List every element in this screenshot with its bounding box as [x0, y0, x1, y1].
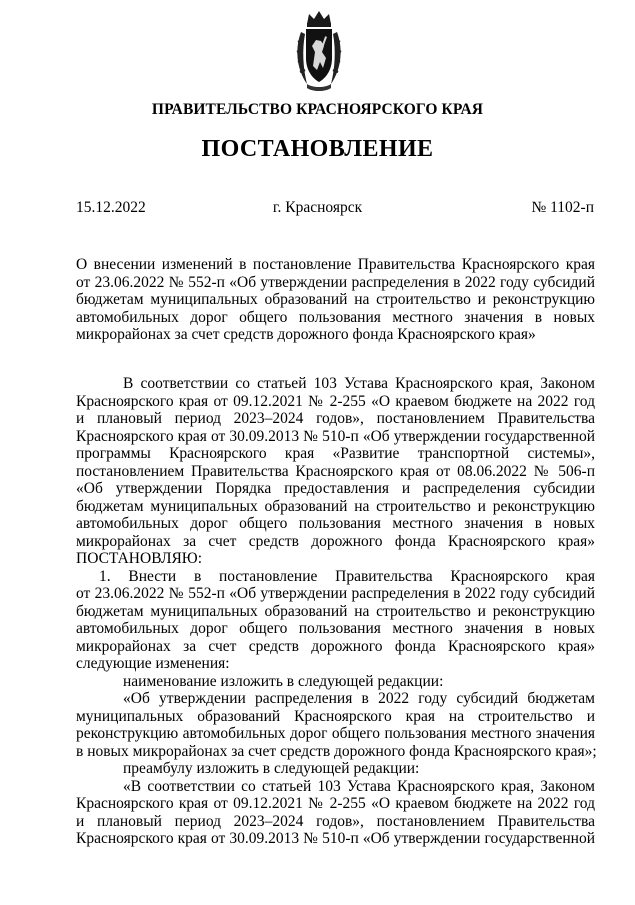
body-line: автомобильных дорог общего пользования местного значения в новых [76, 515, 595, 532]
document-date: 15.12.2022 [76, 199, 146, 216]
body-line: 1. Внести в постановление Правительства Красноярского края [99, 567, 595, 585]
subject-line: бюджетам муниципальных образований на строительство и реконструкцию [76, 291, 595, 308]
subject-line: от 23.06.2022 № 552-п «Об утверждении распределения в 2022 году субсидий [76, 273, 595, 291]
body-line: муниципальных образований Красноярского края на строительство и [76, 707, 595, 725]
body-line: и плановый период 2023–2024 годов», постановлением Правительства [76, 410, 595, 427]
body-line: «Об утверждении Порядка предоставления и распределения субсидии [76, 480, 595, 497]
body-line: Красноярского края от 09.12.2021 № 2-255 «О краевом бюджете на 2022 год [76, 795, 595, 812]
coat-of-arms-emblem [293, 8, 345, 92]
body-line: микрорайонах за счет средств дорожного фонда Красноярского края» [76, 532, 595, 550]
body-line: преамбулу изложить в следующей редакции: [123, 760, 420, 777]
body-line: реконструкцию автомобильных дорог общего пользования местного значения [76, 725, 595, 742]
body-line: Красноярского края от 30.09.2013 № 510-п «Об утверждении государственной [76, 427, 595, 445]
body-line: постановлением Правительства Красноярского края от 08.06.2022 № 506-п [76, 462, 595, 480]
government-title: ПРАВИТЕЛЬСТВО КРАСНОЯРСКОГО КРАЯ [151, 101, 484, 118]
body-line: бюджетам муниципальных образований на строительство и реконструкцию [76, 497, 595, 515]
body-line-resolve: ПОСТАНОВЛЯЮ: [76, 550, 203, 567]
body-line: Красноярского края от 30.09.2013 № 510-п «Об утверждении государственной [76, 830, 595, 847]
body-line: «В соответствии со статьей 103 Устава Красноярского края, Законом [123, 777, 595, 795]
subject-line: О внесении изменений в постановление Правительства Красноярского края [76, 256, 595, 273]
body-line: программы Красноярского края «Развитие транспортной системы», [76, 445, 595, 462]
document-city: г. Красноярск [272, 199, 363, 216]
body-line: В соответствии со статьей 103 Устава Красноярского края, Законом [123, 375, 595, 392]
body-line: и плановый период 2023–2024 годов», постановлением Правительства [76, 812, 595, 830]
document-subject [76, 256, 595, 344]
body-line: в новых микрорайонах за счет средств дорожного фонда Красноярского края»; [76, 742, 597, 760]
body-line: следующие изменения: [76, 655, 230, 672]
body-line: автомобильных дорог общего пользования местного значения в новых [76, 620, 595, 637]
body-line: «Об утверждении распределения в 2022 году субсидий бюджетам [123, 690, 595, 707]
document-body [76, 375, 595, 848]
document-type-title: ПОСТАНОВЛЕНИЕ [201, 136, 434, 162]
body-line: от 23.06.2022 № 552-п «Об утверждении распределения в 2022 году субсидий [76, 585, 595, 602]
document-number: № 1102-п [531, 199, 594, 216]
body-line: бюджетам муниципальных образований на строительство и реконструкцию [76, 602, 595, 620]
body-line: микрорайонах за счет средств дорожного фонда Красноярского края» [76, 637, 595, 655]
body-line: Красноярского края от 09.12.2021 № 2-255 «О краевом бюджете на 2022 год [76, 392, 595, 410]
body-line: наименование изложить в следующей редакции: [123, 672, 444, 690]
subject-line: микрорайонах за счет средств дорожного фонда Красноярского края» [76, 326, 536, 343]
subject-line: автомобильных дорог общего пользования местного значения в новых [76, 308, 595, 326]
